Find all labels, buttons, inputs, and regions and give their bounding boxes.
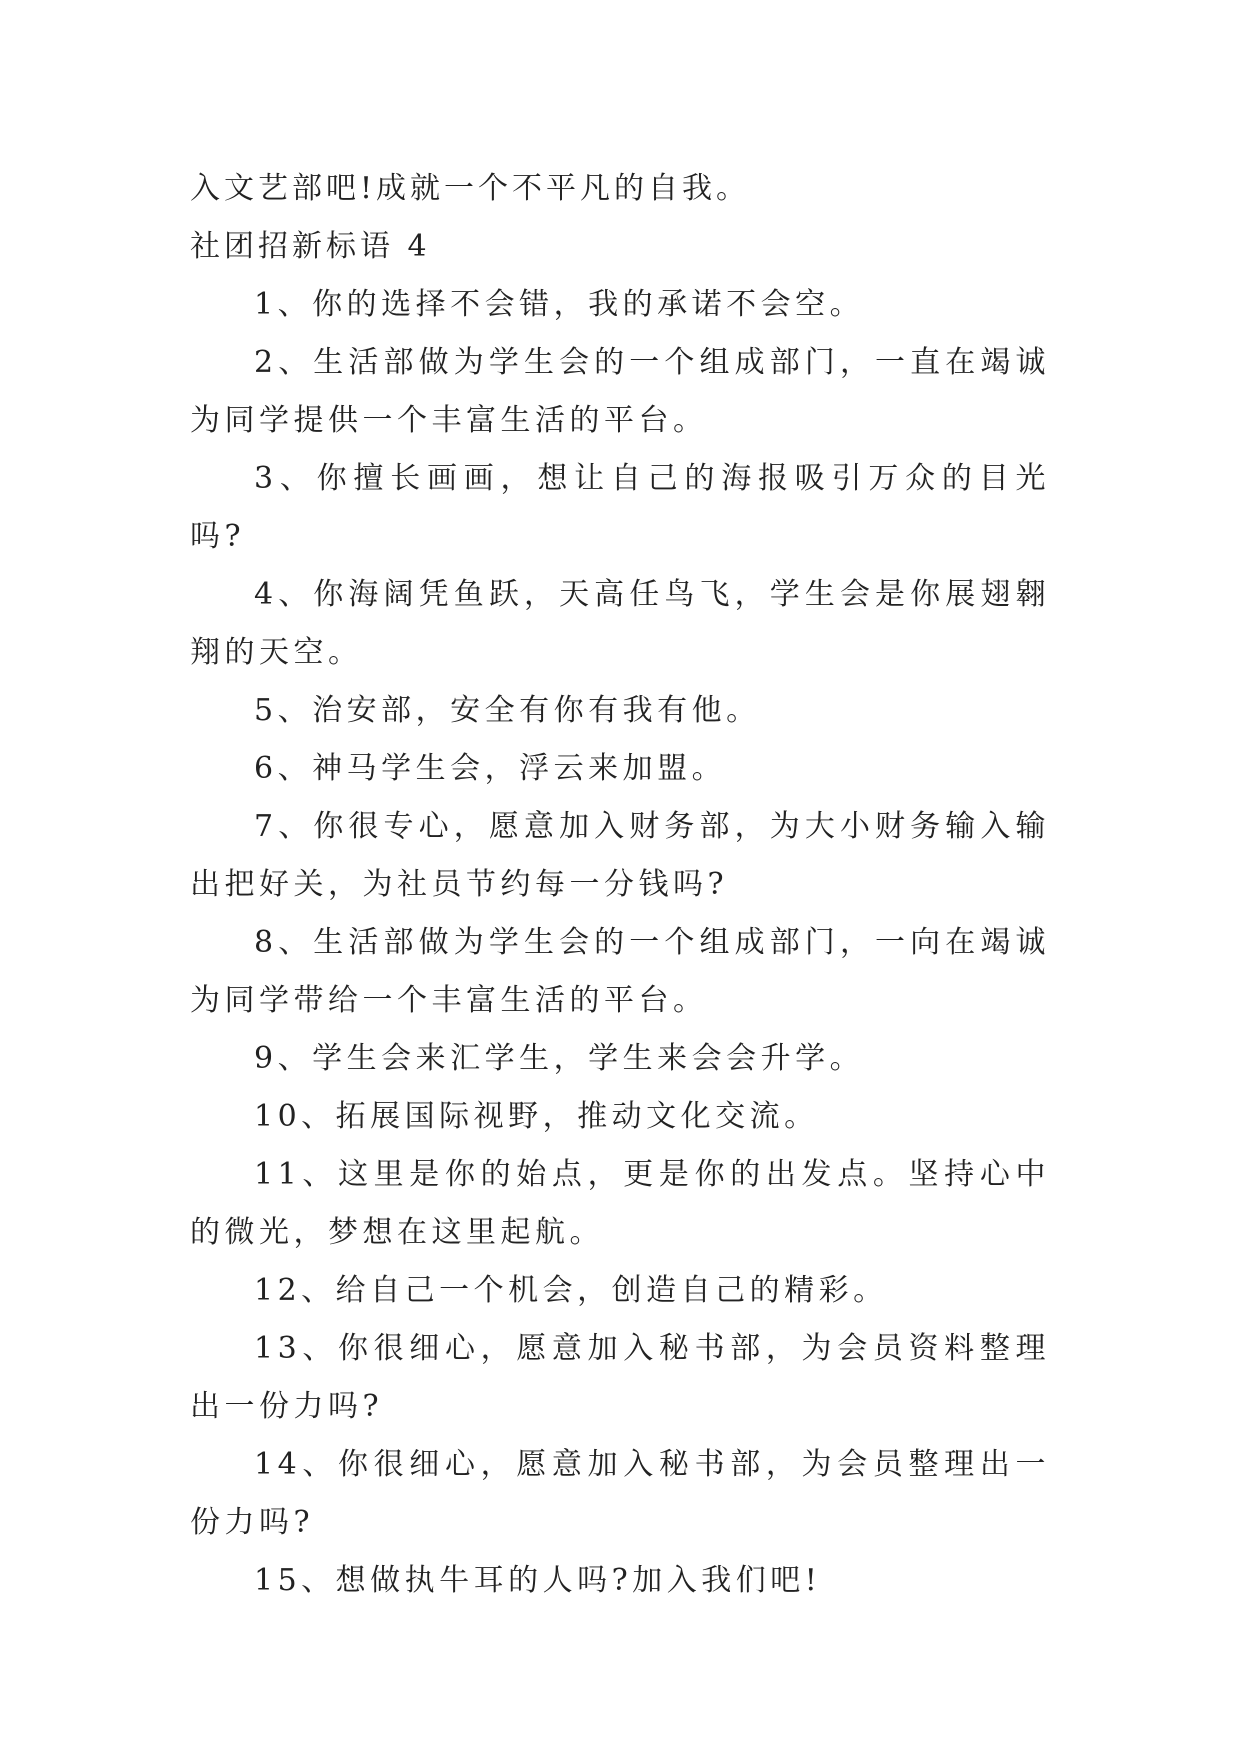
list-item: 1、你的选择不会错，我的承诺不会空。 (254, 287, 865, 322)
list-item: 9、学生会来汇学生，学生来会会升学。 (254, 1041, 865, 1076)
list-item: 6、神马学生会，浮云来加盟。 (254, 751, 727, 786)
list-item: 11、这里是你的始点，更是你的出发点。坚持心中的微光，梦想在这里起航。 (190, 1157, 1050, 1250)
section-title: 社团招新标语 4 (190, 229, 431, 264)
document-body (190, 160, 1050, 1610)
list-item: 15、想做执牛耳的人吗?加入我们吧! (254, 1563, 822, 1598)
list-item: 3、你擅长画画，想让自己的海报吸引万众的目光吗? (190, 461, 1050, 554)
list-item: 12、给自己一个机会，创造自己的精彩。 (254, 1273, 888, 1308)
intro-line: 入文艺部吧!成就一个不平凡的自我。 (190, 171, 751, 206)
list-item: 5、治安部，安全有你有我有他。 (254, 693, 761, 728)
list-item: 13、你很细心，愿意加入秘书部，为会员资料整理出一份力吗? (190, 1331, 1050, 1424)
list-item: 10、拓展国际视野，推动文化交流。 (254, 1099, 819, 1134)
list-item: 4、你海阔凭鱼跃，天高任鸟飞，学生会是你展翅翱翔的天空。 (190, 577, 1050, 670)
list-item: 14、你很细心，愿意加入秘书部，为会员整理出一份力吗? (190, 1447, 1050, 1540)
list-item: 2、生活部做为学生会的一个组成部门，一直在竭诚为同学提供一个丰富生活的平台。 (190, 345, 1050, 438)
list-item: 8、生活部做为学生会的一个组成部门，一向在竭诚为同学带给一个丰富生活的平台。 (190, 925, 1050, 1018)
list-item: 7、你很专心，愿意加入财务部，为大小财务输入输出把好关，为社员节约每一分钱吗? (190, 809, 1050, 902)
